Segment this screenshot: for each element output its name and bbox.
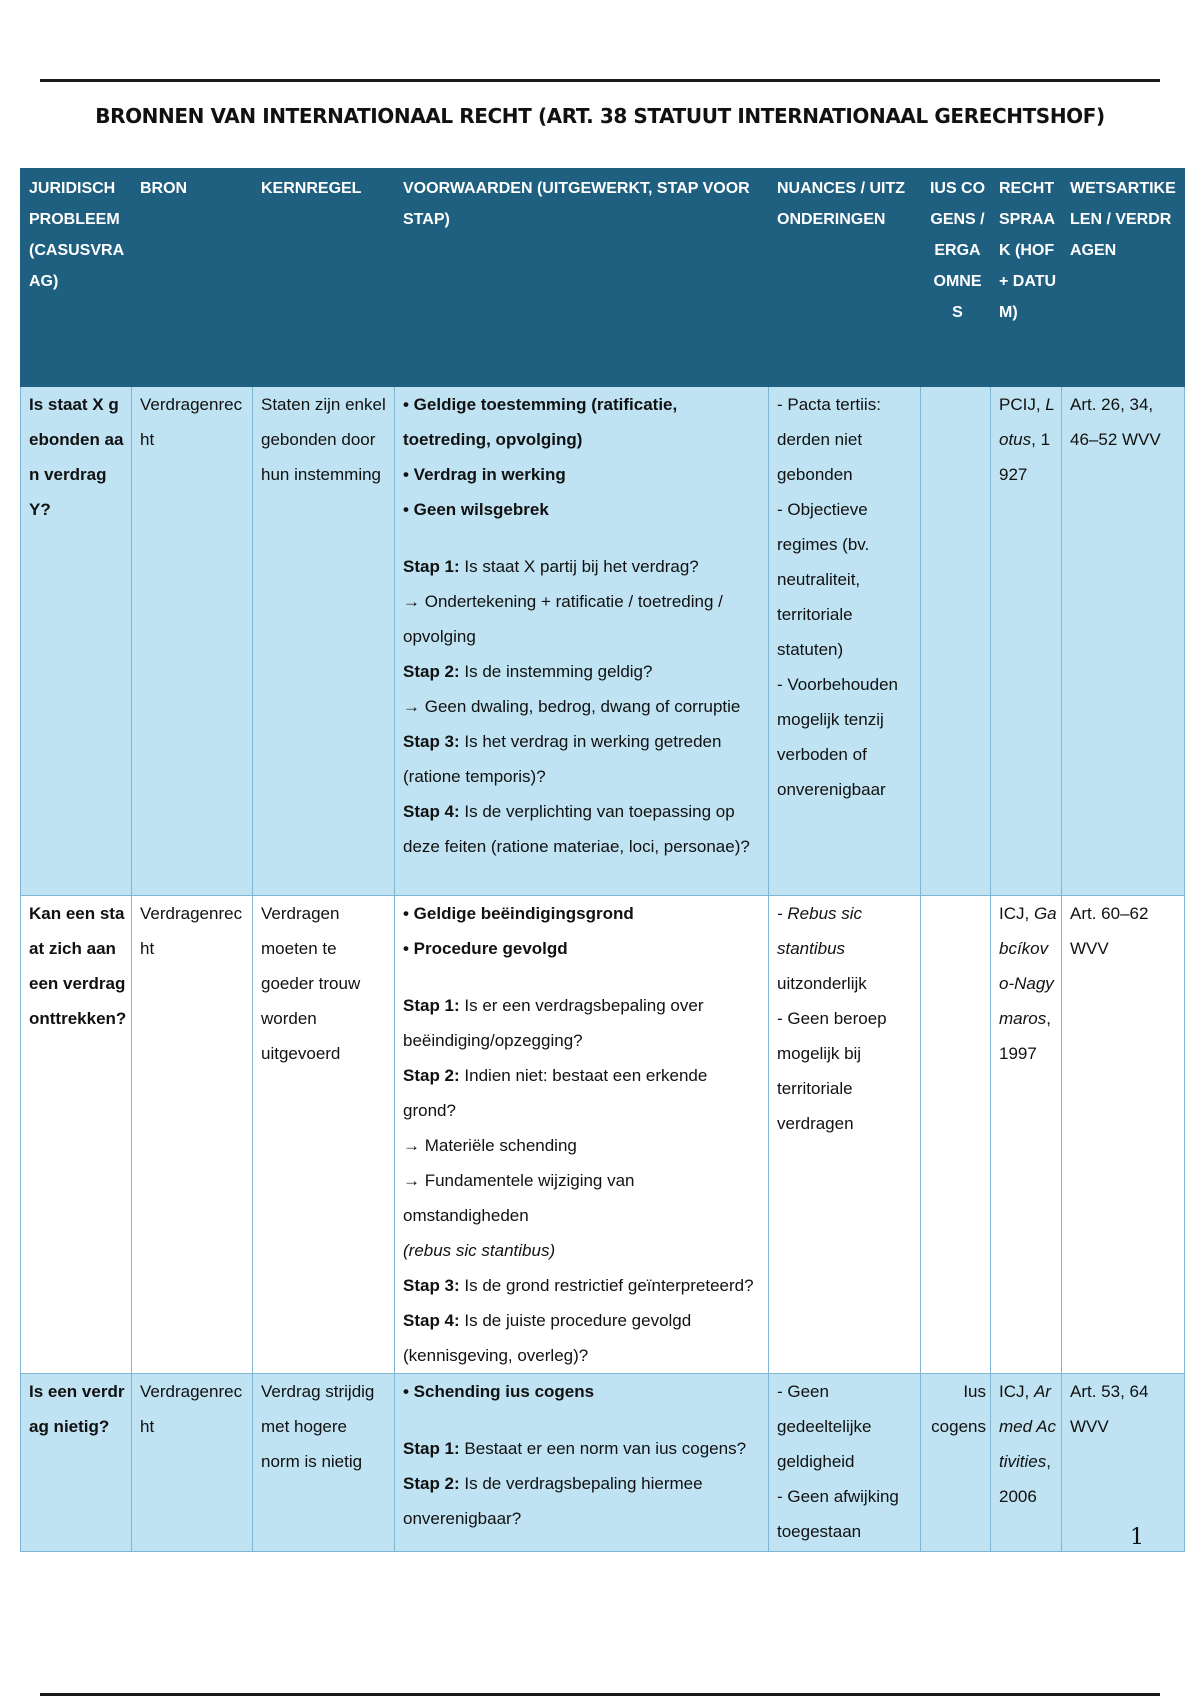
nuances-cell: - Rebus sic stantibus uitzonderlijk - Geen beroep mogelijk bij territoriale verdragen [769,896,921,1374]
nuances-cell: - Pacta tertiis: derden niet gebonden - Objectieve regimes (bv. neutraliteit, territoriale statuten) - Voorbehouden mogelijk tenzij verboden of onverenigbaar [769,387,921,896]
condition-item: • Schending ius cogens [403,1382,595,1401]
header-case: RECHTSPRAAK (HOF + DATUM) [991,169,1062,387]
header-source: BRON [132,169,253,387]
ius-cogens-cell: Ius cogens [921,1374,991,1552]
core-rule-cell: Verdragen moeten te goeder trouw worden uitgevoerd [253,896,395,1374]
step-line: Stap 2: Is de verdragsbepaling hiermee onverenigbaar? [403,1474,703,1528]
step-line: Stap 2: Is de instemming geldig? [403,662,653,681]
step-line: → Fundamentele wijziging van omstandigheden [403,1171,635,1225]
condition-item: • Procedure gevolgd [403,939,568,958]
step-line: → Geen dwaling, bedrog, dwang of corruptie [403,697,741,716]
problem-cell: Kan een staat zich aan een verdrag onttrekken? [21,896,132,1374]
source-cell: Verdragenrecht [132,896,253,1374]
step-line: Stap 1: Is er een verdragsbepaling over beëindiging/opzegging? [403,996,704,1050]
top-rule [40,79,1160,82]
table-row [21,1374,1185,1552]
header-problem: JURIDISCH PROBLEEM (CASUSVRAAG) [21,169,132,387]
table-row [21,896,1185,1374]
header-conditions: VOORWAARDEN (UITGEWERKT, STAP VOOR STAP) [395,169,769,387]
condition-item: • Geen wilsgebrek [403,500,549,519]
step-line: → Ondertekening + ratificatie / toetreding / opvolging [403,592,723,646]
articles-cell: Art. 53, 64 WVV [1062,1374,1185,1552]
condition-item: • Geldige toestemming (ratificatie, toetreding, opvolging) [403,395,678,449]
step-line: Stap 1: Is staat X partij bij het verdrag? [403,557,699,576]
header-ius: IUS COGENS / ERGA OMNES [921,169,991,387]
case-law-cell: ICJ, Armed Activities, 2006 [991,1374,1062,1552]
condition-item: • Geldige beëindigingsgrond [403,904,634,923]
step-line: Stap 1: Bestaat er een norm van ius cogens? [403,1439,747,1458]
step-line: Stap 3: Is de grond restrictief geïnterpreteerd? [403,1276,754,1295]
articles-cell: Art. 60–62 WVV [1062,896,1185,1374]
articles-cell: Art. 26, 34, 46–52 WVV [1062,387,1185,896]
header-nuances: NUANCES / UITZONDERINGEN [769,169,921,387]
step-line: → Materiële schending [403,1136,577,1155]
conditions-cell [395,896,769,1374]
document-title: BRONNEN VAN INTERNATIONAAL RECHT (ART. 38 STATUUT INTERNATIONAAL GERECHTSHOF) [95,104,1105,128]
conditions-cell [395,387,769,896]
ius-cogens-cell [921,896,991,1374]
case-law-cell: ICJ, Gabcíkovo-Nagymaros, 1997 [991,896,1062,1374]
problem-cell: Is een verdrag nietig? [21,1374,132,1552]
condition-item: • Verdrag in werking [403,465,566,484]
header-core: KERNREGEL [253,169,395,387]
conditions-cell [395,1374,769,1552]
case-law-cell: PCIJ, Lotus, 1927 [991,387,1062,896]
bottom-rule [40,1693,1160,1696]
step-line: Stap 4: Is de juiste procedure gevolgd (kennisgeving, overleg)? [403,1311,692,1365]
ius-cogens-cell [921,387,991,896]
step-line: (rebus sic stantibus) [403,1241,556,1260]
step-line: Stap 2: Indien niet: bestaat een erkende grond? [403,1066,708,1120]
source-cell: Verdragenrecht [132,387,253,896]
problem-cell: Is staat X gebonden aan verdrag Y? [21,387,132,896]
header-row [21,169,1185,387]
step-line: Stap 3: Is het verdrag in werking getreden (ratione temporis)? [403,732,722,786]
step-line: Stap 4: Is de verplichting van toepassing op deze feiten (ratione materiae, loci, personae)? [403,802,750,856]
source-cell: Verdragenrecht [132,1374,253,1552]
page-number: 1 [1130,1525,1144,1550]
header-articles: WETSARTIKELEN / VERDRAGEN [1062,169,1185,387]
core-rule-cell: Staten zijn enkel gebonden door hun instemming [253,387,395,896]
core-rule-cell: Verdrag strijdig met hogere norm is nietig [253,1374,395,1552]
table-row [21,387,1185,896]
nuances-cell: - Geen gedeeltelijke geldigheid - Geen afwijking toegestaan [769,1374,921,1552]
sources-table [20,168,1185,1552]
